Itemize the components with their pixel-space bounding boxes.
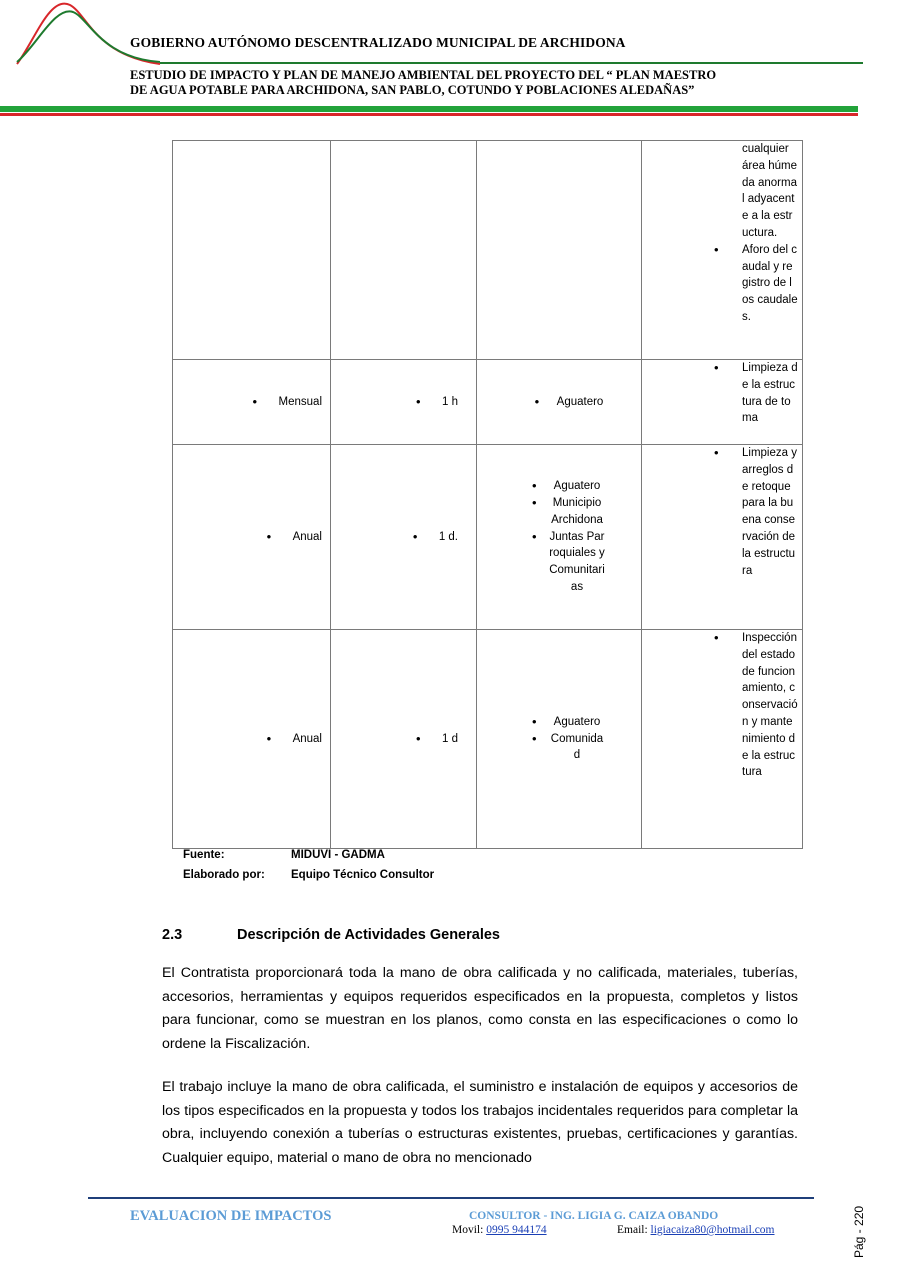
bullet-icon: • [266, 528, 272, 544]
table-cell [642, 445, 803, 630]
institution-name: GOBIERNO AUTÓNOMO DESCENTRALIZADO MUNICIPAL DE ARCHIDONA [130, 35, 626, 50]
bullet-icon: • [714, 630, 719, 645]
section-number: 2.3 [162, 927, 183, 943]
table-cell [331, 141, 477, 360]
maintenance-plan-table [172, 140, 803, 849]
bullet-icon: • [266, 730, 272, 746]
source-value: MIDUVI - GADMA [291, 849, 385, 861]
study-title-line1: ESTUDIO DE IMPACTO Y PLAN DE MANEJO AMBIENTAL DEL PROYECTO DEL “ PLAN MAESTRO [130, 68, 717, 82]
table-cell [477, 360, 642, 445]
header-band-red [0, 113, 858, 116]
activity-text: cualquier área húmeda anormal adyacente a la estructura. [742, 143, 797, 239]
footer-email [617, 1224, 775, 1236]
email-link[interactable]: ligiacaiza80@hotmail.com [650, 1224, 775, 1236]
table-cell [642, 630, 803, 849]
bullet-icon: • [532, 730, 537, 746]
activity-text: Inspección del estado de funcionamiento, conservación y mantenimiento de la estructura [742, 632, 798, 779]
bullet-icon: • [534, 393, 540, 409]
activity-text: Limpieza de la estructura de toma [742, 362, 798, 425]
footer-consultor: CONSULTOR - ING. LIGIA G. CAIZA OBANDO [469, 1210, 719, 1222]
bullet-icon: • [412, 528, 418, 544]
bullet-icon: • [714, 360, 719, 375]
phone-link[interactable]: 0995 944174 [486, 1224, 547, 1236]
elaborated-label: Elaborado por: [183, 869, 265, 881]
source-label: Fuente: [183, 849, 225, 861]
header-band-green [0, 106, 858, 112]
paragraph-2: El trabajo incluye la mano de obra calificada, el suministro e instalación de equipos y accesorios de los tipos especificados en la propuesta y todos los trabajos incidentales requeridos para completar la obra, incluyendo conexión a tuberías o estructuras existentes, pruebas, certificaciones y garantías. Cualquier equipo, material o mano de obra no mencionado [162, 1079, 798, 1167]
bullet-icon: • [714, 241, 719, 257]
table-cell [331, 630, 477, 849]
responsible-text: Aguatero [553, 480, 601, 493]
table-cell [477, 445, 642, 630]
duration-text: 1 d. [438, 530, 458, 543]
activity-text: Limpieza y arreglos de retoque para la buena conservación de la estructura [742, 447, 797, 577]
frequency-text: Mensual [278, 395, 322, 408]
duration-text: 1 h [442, 395, 458, 408]
phone-label: Movil: [452, 1224, 484, 1236]
table-cell [173, 360, 331, 445]
email-label: Email: [617, 1224, 648, 1236]
table-row [173, 141, 803, 360]
table-cell [331, 360, 477, 445]
footer-phone [452, 1224, 547, 1236]
bullet-icon: • [416, 393, 421, 409]
table-cell [173, 445, 331, 630]
frequency-text: Anual [292, 732, 322, 745]
table-cell [173, 141, 331, 360]
table-row [173, 445, 803, 630]
responsible-text: Aguatero [556, 395, 604, 408]
bullet-icon: • [532, 713, 537, 729]
table-cell [642, 360, 803, 445]
table-row [173, 360, 803, 445]
duration-text: 1 d [442, 732, 458, 745]
frequency-text: Anual [292, 530, 322, 543]
responsible-text: Municipio Archidona [551, 497, 603, 526]
table-cell [173, 630, 331, 849]
section-title: Descripción de Actividades Generales [237, 927, 500, 943]
bullet-icon: • [532, 528, 537, 544]
responsible-text: Juntas Parroquiales y Comunitarias [549, 530, 605, 593]
study-title [130, 68, 830, 98]
bullet-icon: • [416, 730, 421, 746]
study-title-line2: DE AGUA POTABLE PARA ARCHIDONA, SAN PABLO, COTUNDO Y POBLACIONES ALEDAÑAS” [130, 83, 695, 97]
table-source [183, 849, 385, 861]
table-cell [331, 445, 477, 630]
bullet-icon: • [532, 478, 537, 494]
bullet-icon: • [252, 393, 258, 409]
responsible-text: Comunidad [550, 732, 604, 762]
footer-divider [88, 1197, 814, 1199]
table-cell [477, 630, 642, 849]
header-divider [160, 62, 863, 64]
elaborated-value: Equipo Técnico Consultor [291, 869, 435, 881]
bullet-icon: • [714, 445, 719, 460]
activity-text: Aforo del caudal y registro de los caudales. [742, 243, 798, 323]
table-cell [642, 141, 803, 360]
paragraph-1: El Contratista proporcionará toda la mano de obra calificada y no calificada, materiales, tuberías, accesorios, herramientas y equipos requeridos especificados en la propuesta, completos y listos para funcionar, como se muestran en los planos, como consta en las especificaciones o como lo ordene la Fiscalización. [162, 965, 798, 1053]
footer-section-name: EVALUACION DE IMPACTOS [130, 1208, 332, 1224]
table-elaborated-by [183, 869, 434, 881]
table-row [173, 630, 803, 849]
table-cell [477, 141, 642, 360]
responsible-text: Aguatero [553, 715, 601, 728]
page-number: Pág - 220 [852, 1205, 866, 1258]
bullet-icon: • [532, 495, 537, 510]
section-heading [162, 927, 500, 943]
